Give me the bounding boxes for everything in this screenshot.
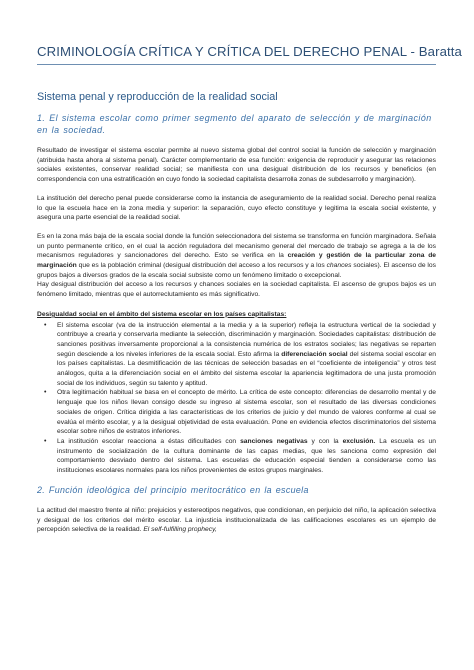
paragraph-1: Resultado de investigar el sistema escolar permite al nuevo sistema global del control social la función de selección y marginación (atribuida hasta ahora al sistema penal). Carácter complementario de esa función: exigencia de reproducir y asegurar las relaciones sociales existentes, conservar realidad social; se manifiesta con una desigual distribución de los recursos y beneficios (en correspondencia con una estratificación en cuyo fondo la sociedad capitalista desarrolla zonas de subdesarrollo y marginación). [37,147,436,184]
inequality-bullet-list [37,321,436,476]
bullet-2-text: Otra legitimación habitual se basa en el concepto de mérito. La crítica de este concepto: diferencias de desarrollo mental y de lenguaje que los niños llevan consigo desde su ingreso al sistema escolar, son el resultado de las diversas condiciones sociales de origen. Crítica dirigida a las características de los criterios de juicio y del mundo de valores conforme al cual se evalúa el mérito escolar, y a la desigual objetividad de esta evaluación. Pone en evidencia efectos discriminatorios del sistema escolar sobre niños de estratos inferiores. [57,389,436,436]
bullet-1-bold: diferenciación social [281,350,348,358]
bullet-icon: • [44,437,47,445]
bullet-icon: • [44,389,47,397]
paragraph-2: La institución del derecho penal puede considerarse como la instancia de aseguramiento de la realidad social. Derecho penal realiza lo que la escuela hace en la zona media y superior: la separación, cuyo efecto constituye y legitima la escala social existente, y asegura una parte esencial de la realidad social. [37,194,436,222]
title-author: Baratta [418,44,462,59]
subsection-2-heading: 2. Función ideológica del principio meritocrático en la escuela [37,484,309,495]
paragraph-3 [37,232,436,281]
bullet-3-tail: La escuela es un instrumento de socialización de la cultura dominante de las capas medias, que les sanciona como expresión del comportamiento desviado dentro del sistema. Las escuelas de educación especial tienden a considerarse como las instituciones escolares normales para los niños provenientes de estos grupos marginales. [57,437,436,475]
bullet-3-text-a: La institución escolar reacciona a éstas dificultades con [57,437,241,445]
paragraph-3-continuation: Hay desigual distribución del acceso a los recursos y chances sociales en la sociedad capitalista. El ascenso de grupos bajos es un fenómeno limitado, mientras que el autorreclutamiento es más significativo. [37,281,436,299]
p3-text-e: sociales). El ascenso de los grupos bajos a diversos grados de la escala social subsiste como un fenómeno limitado o excepcional. [37,262,436,279]
p3-text-c: que es la población criminal (desigual distribución del acceso a los recursos y a los [76,262,327,270]
bullet-3-text-mid: y con la [307,437,343,445]
bullet-item-2 [44,388,436,437]
bullet-1-text: El sistema escolar (va de la instrucción elemental a la media y a la superior) refleja la estructura vertical de la sociedad y contribuye a crearla y conservarla mediante la selección, discriminación y marginación. Sociedades capitalistas: distribución de sanciones positivas inversamente proporcional a la consistencia numérica de los estratos sociales; las negativas se reparten según desciende a los niveles inferiores de la escala social. Esto afirma la [57,321,436,358]
document-title [37,0,462,59]
inequality-heading: Desigualdad social en el ámbito del sistema escolar en los países capitalistas: [37,310,287,318]
section-heading: Sistema penal y reproducción de la realidad social [37,91,278,103]
bullet-3-bold-sanciones: sanciones negativas [240,437,308,445]
title-main: CRIMINOLOGÍA CRÍTICA Y CRÍTICA DEL DERECHO PENAL [37,44,407,59]
p3-italic-chances: chances [326,262,352,270]
final-text: La actitud del maestro frente al niño: prejuicios y estereotipos negativos, que condicionan, en perjuicio del niño, la aplicación selectiva y desigual de los criterios del mérito escolar. La injusticia institucionalizada de las calificaciones escolares es un ejemplo de percepción selectiva de la realidad. [37,506,436,534]
p3-bold-zona-marginacion: creación y gestión de la particular zona de marginación [37,252,437,270]
bullet-1-tail: del sistema social escolar en los países capitalistas. La desmitificación de las técnicas de selección basadas en el “coeficiente de inteligencia” y otros test análogos, quita a la diferenciación social en el ámbito del sistema escolar la apariencia legitimadora de una justa promoción social de los individuos, según su talento y aptitud. [57,350,436,387]
title-underline-divider [37,64,436,65]
bullet-3-bold-exclusion: exclusión. [342,437,376,445]
bullet-item-3 [44,437,436,476]
bullet-icon: • [44,321,47,329]
final-paragraph [37,506,436,535]
subsection-1-heading: 1. El sistema escolar como primer segmento del aparato de selección y de marginación en la sociedad. [37,113,432,135]
p3-text-a: Es en la zona más baja de la escala social donde la función seleccionadora del sistema se transforma en función marginadora. Señala un punto permanente crítico, en el cual la acción reguladora del mecanismo general del mercado de trabajo se agrega a la de los mecanismos reguladores y sancionadores del derecho. Esto se verifica en la [37,232,436,260]
final-italic-self-fulfilling: El self-fulfilling prophecy, [143,526,217,534]
title-separator: - [406,44,419,59]
bullet-item-1 [44,321,436,389]
